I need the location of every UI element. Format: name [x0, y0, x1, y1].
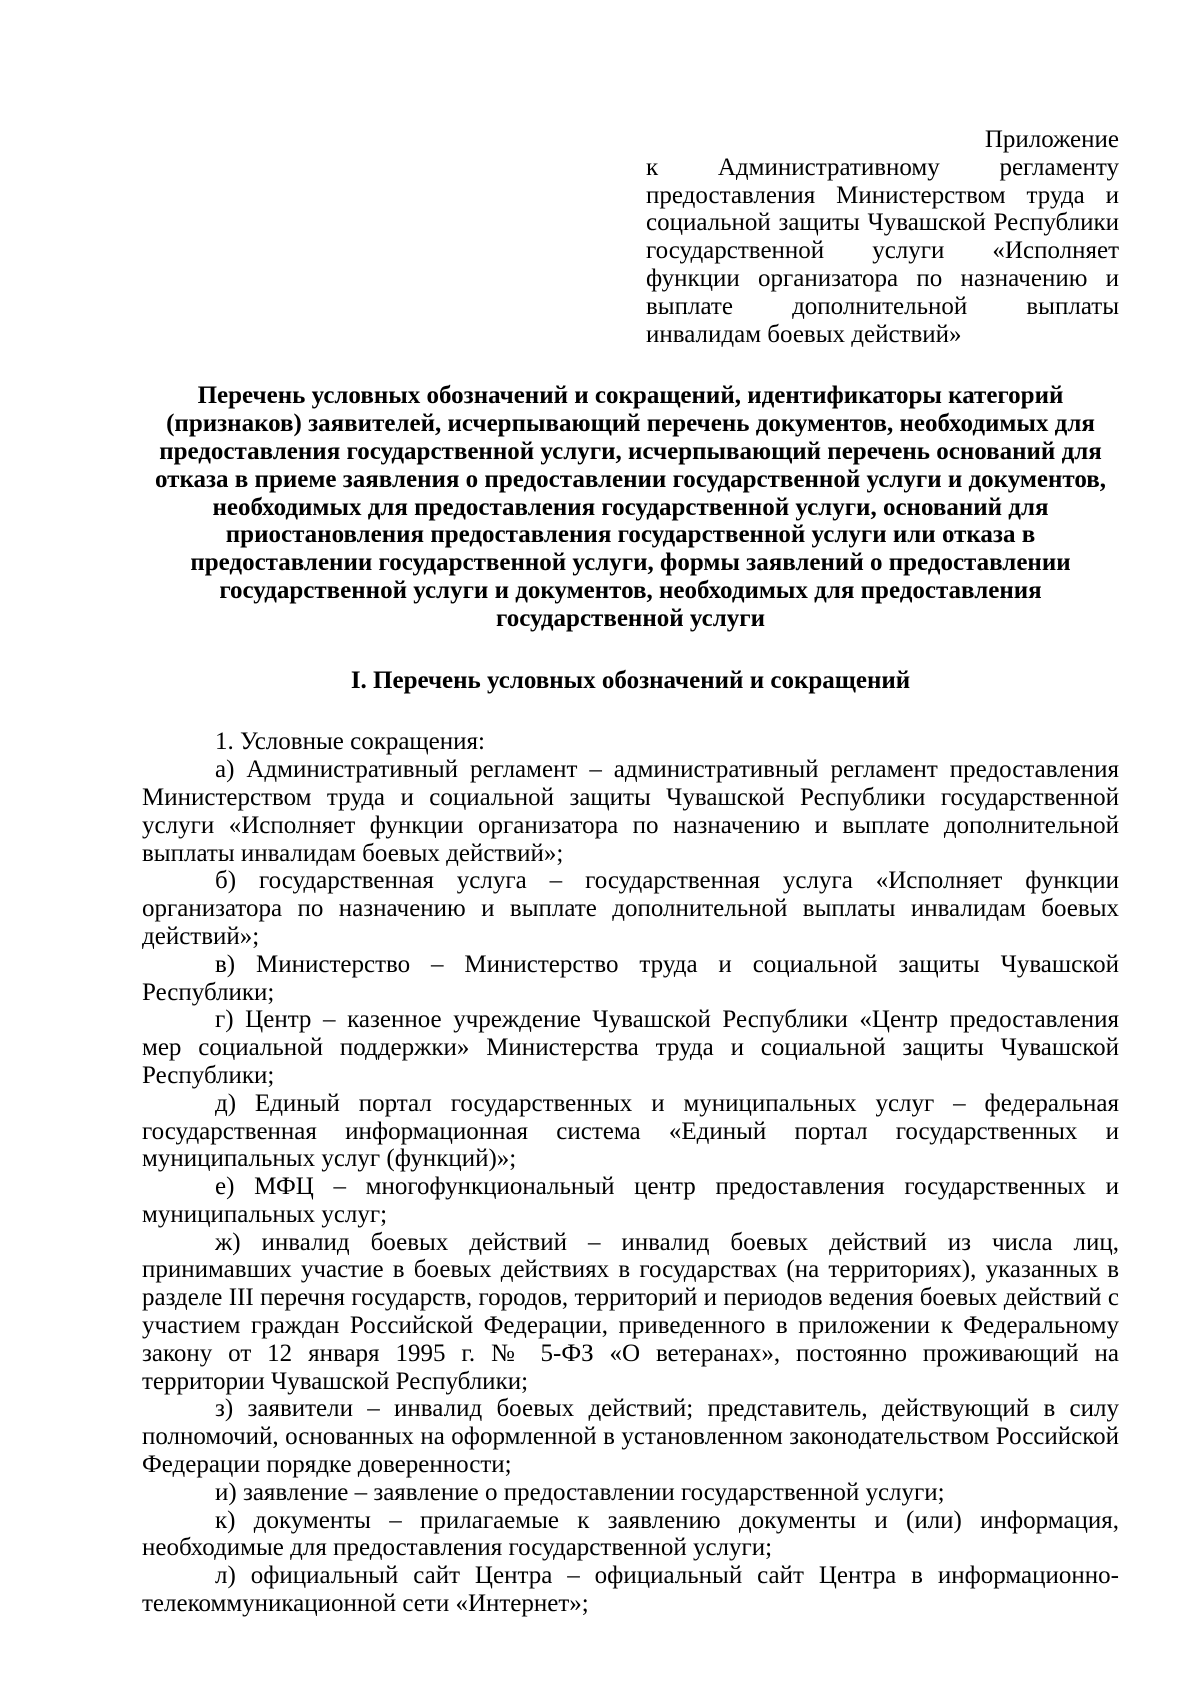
appendix-text: к Административному регламенту предоставления Министерством труда и социальной защиты Чувашской Республики государственной услуги «Исполняет функции организатора по назначению и выплате дополнительной выплаты инвалидам боевых действий»	[646, 153, 1119, 348]
paragraph: з) заявители – инвалид боевых действий; представитель, действующий в силу полномочий, основанных на оформленной в установленном законодательством Российской Федерации порядке доверенности;	[142, 1395, 1119, 1479]
appendix-header	[646, 126, 1119, 348]
paragraph: а) Административный регламент – административный регламент предоставления Министерством труда и социальной защиты Чувашской Республики государственной услуги «Исполняет функции организатора по назначению и выплате дополнительной выплаты инвалидам боевых действий»;	[142, 756, 1119, 867]
paragraph: к) документы – прилагаемые к заявлению документы и (или) информация, необходимые для предоставления государственной услуги;	[142, 1506, 1119, 1562]
document-page	[142, 126, 1119, 1618]
paragraph: б) государственная услуга – государственная услуга «Исполняет функции организатора по назначению и выплате дополнительной выплаты инвалидам боевых действий»;	[142, 867, 1119, 950]
body-text	[142, 728, 1119, 1618]
paragraph: д) Единый портал государственных и муниципальных услуг – федеральная государственная информационная система «Единый портал государственных и муниципальных услуг (функций)»;	[142, 1089, 1119, 1173]
document-title: Перечень условных обозначений и сокращений, идентификаторы категорий (признаков) заявителей, исчерпывающий перечень документов, необходимых для предоставления государственной услуги, исчерпывающий перечень оснований для отказа в приеме заявления о предоставлении государственной услуги и документов, необходимых для предоставления государственной услуги, оснований для приостановления предоставления государственной услуги или отказа в предоставлении государственной услуги, формы заявлений о предоставлении государственной услуги и документов, необходимых для предоставления государственной услуги	[155, 382, 1106, 632]
paragraph: и) заявление – заявление о предоставлении государственной услуги;	[215, 1478, 945, 1506]
paragraph: 1. Условные сокращения:	[215, 728, 485, 756]
paragraph: в) Министерство – Министерство труда и социальной защиты Чувашской Республики;	[142, 950, 1119, 1006]
appendix-title: Приложение	[984, 126, 1119, 153]
section-title: I. Перечень условных обозначений и сокращений	[350, 666, 911, 694]
paragraph: л) официальный сайт Центра – официальный сайт Центра в информационно-телекоммуникационной сети «Интернет»;	[142, 1562, 1119, 1618]
paragraph: ж) инвалид боевых действий – инвалид боевых действий из числа лиц, принимавших участие в боевых действиях в государствах (на территориях), указанных в разделе III перечня государств, городов, территорий и периодов ведения боевых действий с участием граждан Российской Федерации, приведенного в приложении к Федеральному закону от 12 января 1995 г. № 5-ФЗ «О ветеранах», постоянно проживающий на территории Чувашской Республики;	[142, 1228, 1119, 1395]
paragraph: г) Центр – казенное учреждение Чувашской Республики «Центр предоставления мер социальной поддержки» Министерства труда и социальной защиты Чувашской Республики;	[142, 1006, 1119, 1089]
paragraph: е) МФЦ – многофункциональный центр предоставления государственных и муниципальных услуг;	[142, 1173, 1119, 1228]
